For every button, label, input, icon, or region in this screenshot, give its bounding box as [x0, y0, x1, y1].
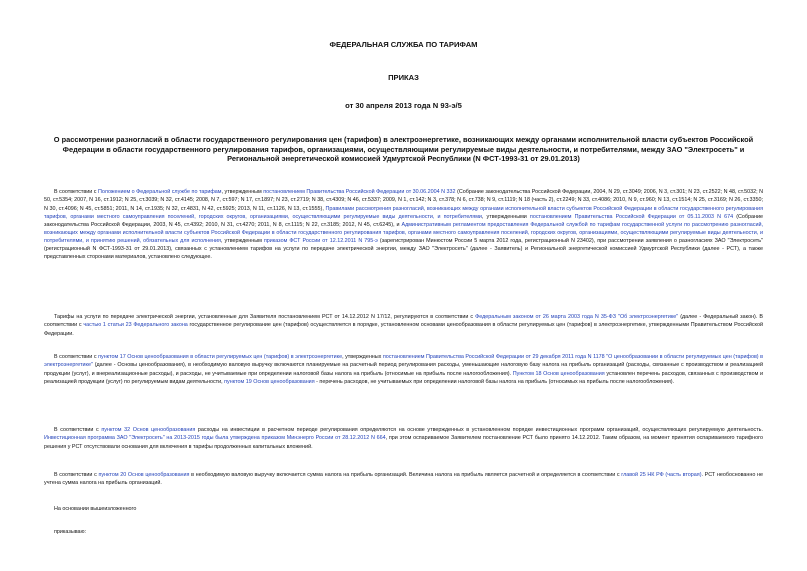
- document-link[interactable]: Правилами рассмотрения разногласий, возникающих между органами исполнительной власти субъектов Российской Федерации в области государственного регулирования тарифов, органами местного самоуправления поселений, городских округов, организациями, осуществляющими регулируемые виды деятельности, и потребителями: [44, 205, 763, 220]
- document-link[interactable]: пунктом 19 Основ ценообразования: [224, 378, 315, 385]
- paragraph-clause-20: [44, 471, 763, 487]
- paragraph-text: (зарегистрирован Минюстом России 5 марта 2012 года, регистрационный N 23402), при рассмотрении заявления о разногласиях ЗАО "Электросеть" (регистрационный N ФСТ-1993-31 от 29.01.2013), связанных с установлением тарифов на услуги по передаче электрической энергии, между ЗАО "Электросеть" (далее - Заявитель) и Региональной энергетической комиссией Удмуртской Республики (далее - РСТ), а также представленных сторонами материалов, установлено следующее.: [44, 237, 763, 261]
- paragraph-text: На основании вышеизложенного: [54, 506, 137, 513]
- paragraph-text: В соответствии с: [54, 354, 99, 361]
- paragraph-basis: [44, 505, 763, 513]
- paragraph-text: (Собрание законодательства Российской Федерации, 2003, N 45, ст.4392; 2010, N 31, ст.4270; 2011, N 8, ст.1115; N 22, ст.3185; 2012, N 45, ст.6245), и: [44, 213, 763, 228]
- paragraph-text: (Собрание законодательства Российской Федерации, 2004, N 29, ст.3049; 2006, N 3, ст.301; N 23, ст.2522; N 48, ст.5032; N 50, ст.5354; 2007, N 16, ст.1912; N 25, ст.3039; N 32, ст.4145; 2008, N 7, ст.597; N 17, ст.1897; N 23, ст.2719; N 38, ст.4309; N 46, ст.5337; 2009, N 1, ст.142; N 3, ст.378; N 6, ст.738; N 9, ст.1119; N 18 (часть 2), ст.2249; N 33, ст.4086; 2010, N 9, ст.960; N 13, ст.1514; N 25, ст.3169; N 26, ст.3350; N 30, ст.4096; N 45, ст.5851; 2011, N 14, ст.1935; N 32, ст.4831, N 42, ст.5925; 2013, N 11, ст.1126, N 13, ст.1555),: [44, 189, 763, 212]
- paragraph-text: , при этом оспариваемое Заявителем постановление РСТ было принято 14.12.2012. Таким образом, на момент принятия оспариваемого тарифного решения у РСТ отсутствовали основания для включения в тарифы продолженных капитальных вложений.: [44, 435, 763, 450]
- document-link[interactable]: пунктом 20 Основ ценообразования: [98, 472, 190, 479]
- paragraph-tariffs: [44, 313, 763, 337]
- paragraph-text: , утвержденным: [221, 189, 264, 196]
- paragraph-text: В соответствии с: [54, 427, 102, 434]
- document-link[interactable]: Федеральным законом от 26 марта 2003 года N 35-ФЗ "Об электроэнергетике": [475, 314, 679, 321]
- paragraph-text: расходы на инвестиции в расчетном периоде регулирования определяются на основе утвержденных в установленном порядке инвестиционных программ организаций, осуществляющих регулируемую деятельность.: [195, 427, 763, 434]
- paragraph-text: государственное регулирование цен (тарифов) осуществляется в порядке, установленном основами ценообразования в области регулируемых цен (тарифов) в электроэнергетике, утвержденными Правительством Российской Федерации.: [44, 322, 763, 337]
- document-link[interactable]: Административным регламентом предоставления Федеральной службой по тарифам государственной услуги по рассмотрению разногласий, возникающих между органами исполнительной власти субъектов Российской Федерации в области государственного регулирования тарифов, органами местного самоуправления поселений, городских округов, организациями, осуществляющими регулируемые виды деятельности, и потребителями, и принятию решений, обязательных для исполнения: [44, 221, 763, 244]
- paragraph-text: приказываю:: [54, 529, 87, 536]
- document-link[interactable]: постановлением Правительства Российской Федерации от 05.11.2003 N 674: [529, 213, 734, 220]
- paragraph-clause-32: [44, 426, 763, 450]
- paragraph-preamble: [44, 188, 763, 261]
- document-title: О рассмотрении разногласий в области государственного регулирования цен (тарифов) в электроэнергетике, возникающих между органами исполнительной власти субъектов Российской Федерации в области государственного регулирования тарифов, организациями, осуществляющими регулируемые виды деятельности, и потребителями, между ЗАО "Электросеть" и Региональной энергетической комиссией Удмуртской Республики (N ФСТ-1993-31 от 29.01.2013): [53, 135, 754, 164]
- paragraph-text: В соответствии с: [54, 472, 99, 479]
- document-link[interactable]: пунктом 32 Основ ценообразования: [101, 427, 196, 434]
- document-link[interactable]: частью 1 статьи 23 Федерального закона: [83, 322, 188, 329]
- paragraph-text: (далее - Федеральный закон). В соответствии с: [44, 314, 763, 329]
- paragraph-text: - перечень расходов, не учитываемых при определении налоговой базы налога на прибыль (относимых на прибыль после налогообложения).: [314, 378, 675, 385]
- document-link[interactable]: приказом ФСТ России от 12.12.2011 N 795-э: [263, 237, 378, 244]
- paragraph-text: (далее - Основы ценообразования), в необходимую валовую выручку включаются планируемые на расчетный период регулирования расходы, уменьшающие налоговую базу налога на прибыль организаций (расходы, связанные с производством и реализацией продукции (услуг), и внереализационные расходы), и расходы, не учитываемые при определении налоговой базы налога на прибыль (относимые на прибыль после налогообложения).: [44, 362, 763, 377]
- paragraph-clause-17: [44, 353, 763, 385]
- document-link[interactable]: постановлением Правительства Российской Федерации от 29 декабря 2011 года N 1178 "О ценообразовании в области регулируемых цен (тарифов) в электроэнергетике": [44, 354, 763, 369]
- document-link[interactable]: пунктом 17 Основ ценообразования в области регулируемых цен (тарифов) в электроэнергетике: [98, 354, 343, 361]
- document-link[interactable]: главой 25 НК РФ (часть вторая): [621, 472, 702, 479]
- paragraph-text: в необходимую валовую выручку включается сумма налога на прибыль организаций. Величина налога на прибыль является расчетной и определяется в соответствии с: [189, 472, 622, 479]
- paragraph-text: , утвержденными: [481, 213, 530, 220]
- paragraph-order-word: [44, 528, 763, 536]
- document-link[interactable]: Положением о Федеральной службе по тарифам: [97, 189, 222, 196]
- document-type-heading: ПРИКАЗ: [388, 73, 419, 82]
- paragraph-text: . РСТ необоснованно не учтена сумма налога на прибыль организаций.: [44, 472, 764, 487]
- document-link[interactable]: Инвестиционная программа ЗАО "Электросеть" на 2013-2015 годы была утверждена приказом Минэнерго России от 28.12.2012 N 664: [44, 435, 386, 442]
- paragraph-text: В соответствии с: [54, 189, 98, 196]
- document-link[interactable]: Пунктом 18 Основ ценообразования: [512, 370, 605, 377]
- document-date-number: от 30 апреля 2013 года N 93-э/5: [345, 101, 462, 110]
- paragraph-text: , утвержденным: [220, 237, 264, 244]
- document-link[interactable]: постановлением Правительства Российской Федерации от 30.06.2004 N 332: [263, 189, 456, 196]
- paragraph-text: установлен перечень расходов, связанных с производством и реализацией продукции (услуг) по регулируемым видам деятельности,: [44, 370, 763, 385]
- paragraph-text: Тарифы на услуги по передаче электрической энергии, установленные для Заявителя постановлением РСТ от 14.12.2012 N 17/12, регулируются в соответствии с: [54, 314, 476, 321]
- paragraph-text: , утвержденных: [342, 354, 383, 361]
- agency-heading: ФЕДЕРАЛЬНАЯ СЛУЖБА ПО ТАРИФАМ: [329, 40, 478, 49]
